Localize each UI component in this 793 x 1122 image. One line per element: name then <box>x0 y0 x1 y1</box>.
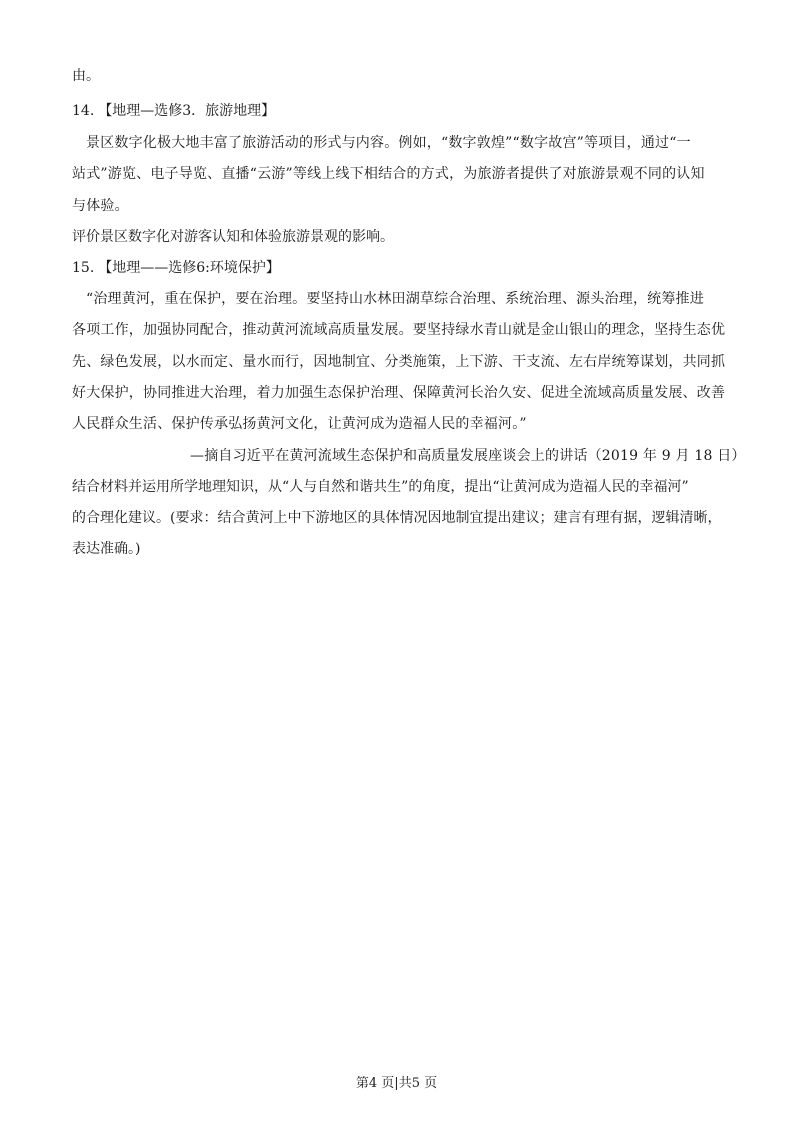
intro-line: 由。 <box>72 68 100 84</box>
q14-text-line-1: 景区数字化极大地丰富了旅游活动的形式与内容。例如，“数字敦煌”“数字故宫”等项目，通过“一 <box>86 135 691 151</box>
q15-number: 15. <box>72 260 95 276</box>
q15-prompt-line-3: 表达准确。) <box>72 541 141 557</box>
q15-quote-line-1: “治理黄河，重在保护，要在治理。要坚持山水林田湖草综合治理、系统治理、源头治理，统筹推进 <box>86 291 704 307</box>
q15-quote-line-4: 好大保护，协同推进大治理，着力加强生态保护治理、保障黄河长治久安、促进全流域高质量发展、改善 <box>72 385 726 401</box>
q14-heading: 【地理—选修3．旅游地理】 <box>98 103 276 119</box>
q15-header <box>72 258 280 278</box>
q15-prompt-line-1: 结合材料并运用所学地理知识，从“人与自然和谐共生”的角度，提出“让黄河成为造福人民的幸福河” <box>72 479 689 495</box>
q14-prompt: 评价景区数字化对游客认知和体验旅游景观的影响。 <box>72 229 394 245</box>
page-footer: 第4 页|共5 页 <box>355 1076 438 1091</box>
q14-text-line-3: 与体验。 <box>72 198 129 214</box>
q15-source: —摘自习近平在黄河流域生态保护和高质量发展座谈会上的讲话（2019 年 9 月 18 日） <box>190 448 746 464</box>
q15-quote-line-3: 先、绿色发展，以水而定、量水而行，因地制宜、分类施策，上下游、干支流、左右岸统筹谋划，共同抓 <box>72 354 726 370</box>
q15-quote-line-2: 各项工作，加强协同配合，推动黄河流域高质量发展。要坚持绿水青山就是金山银山的理念，坚持生态优 <box>72 322 726 338</box>
q15-quote-line-5: 人民群众生活、保护传承弘扬黄河文化，让黄河成为造福人民的幸福河。” <box>72 416 527 432</box>
q15-prompt-line-2: 的合理化建议。(要求：结合黄河上中下游地区的具体情况因地制宜提出建议；建言有理有据，逻辑清晰， <box>72 510 722 526</box>
q15-heading: 【地理——选修6:环境保护】 <box>98 260 280 276</box>
q14-text-line-2: 站式”游览、电子导览、直播“云游”等线上线下相结合的方式，为旅游者提供了对旅游景观不同的认知 <box>72 166 705 182</box>
q14-number: 14. <box>72 103 95 119</box>
q14-header <box>72 101 275 121</box>
